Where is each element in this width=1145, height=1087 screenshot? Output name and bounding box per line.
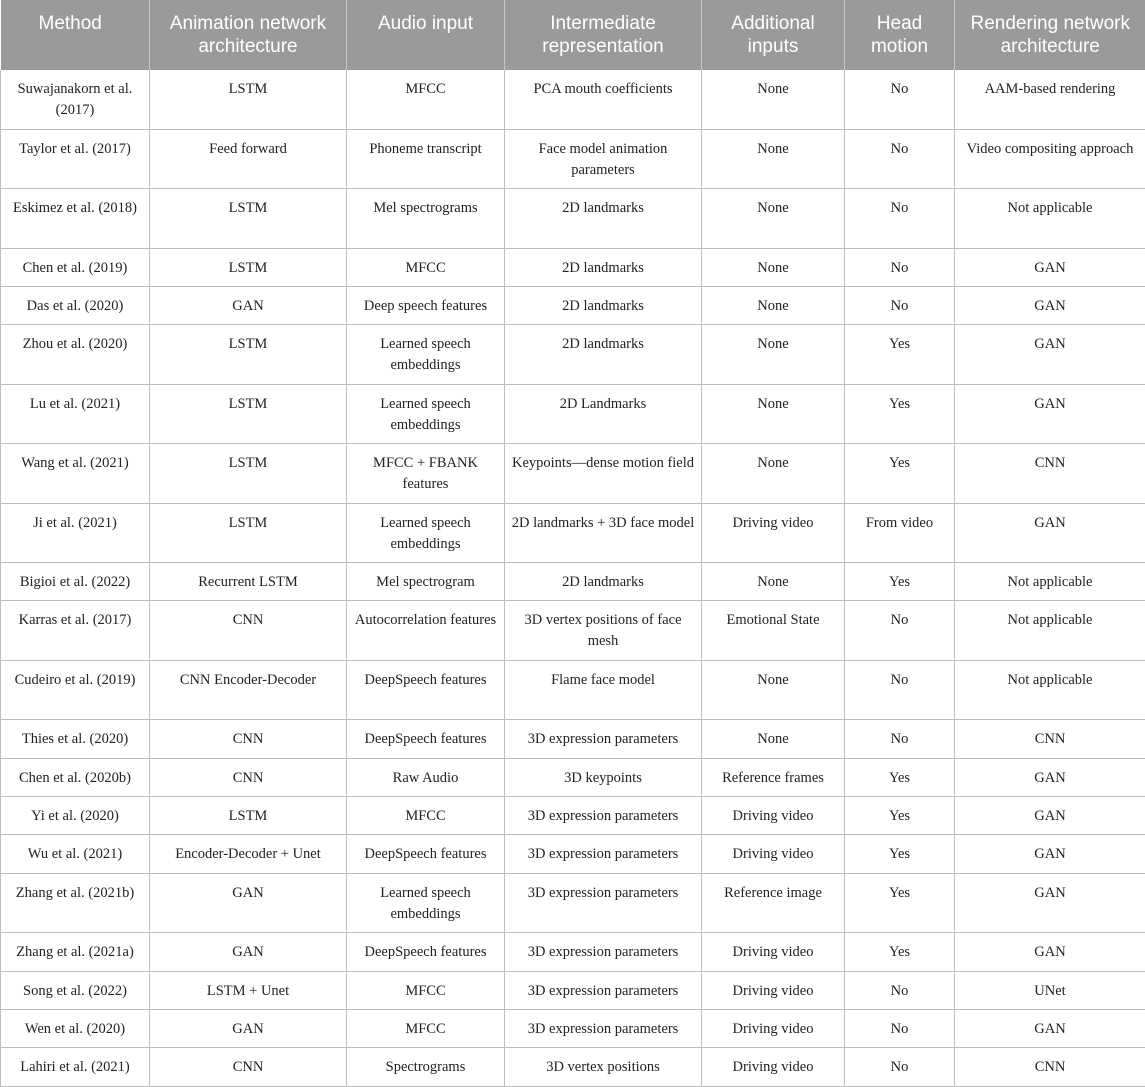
cell-intermediate-representation: 2D landmarks bbox=[505, 287, 702, 325]
cell-animation-network: GAN bbox=[150, 1009, 347, 1047]
table-row bbox=[1, 189, 1145, 248]
cell-audio-input: Learned speech embeddings bbox=[347, 873, 505, 932]
table-row bbox=[1, 444, 1145, 503]
cell-method: Chen et al. (2020b) bbox=[1, 758, 150, 796]
cell-head-motion: Yes bbox=[845, 758, 955, 796]
header-audio-input: Audio input bbox=[347, 0, 505, 70]
cell-audio-input: Deep speech features bbox=[347, 287, 505, 325]
table-row bbox=[1, 758, 1145, 796]
cell-intermediate-representation: 3D expression parameters bbox=[505, 933, 702, 971]
cell-audio-input: Spectrograms bbox=[347, 1048, 505, 1086]
cell-head-motion: No bbox=[845, 129, 955, 188]
cell-method: Thies et al. (2020) bbox=[1, 720, 150, 758]
cell-rendering-network: GAN bbox=[955, 384, 1145, 443]
cell-rendering-network: GAN bbox=[955, 248, 1145, 286]
table-row bbox=[1, 1048, 1145, 1086]
cell-animation-network: Recurrent LSTM bbox=[150, 563, 347, 601]
cell-additional-inputs: None bbox=[702, 248, 845, 286]
cell-rendering-network: GAN bbox=[955, 503, 1145, 562]
cell-intermediate-representation: Keypoints—dense motion field bbox=[505, 444, 702, 503]
cell-intermediate-representation: 2D landmarks + 3D face model bbox=[505, 503, 702, 562]
table-row bbox=[1, 835, 1145, 873]
cell-additional-inputs: Driving video bbox=[702, 503, 845, 562]
cell-intermediate-representation: 3D expression parameters bbox=[505, 720, 702, 758]
table-row bbox=[1, 70, 1145, 129]
table-row bbox=[1, 384, 1145, 443]
cell-additional-inputs: Driving video bbox=[702, 1048, 845, 1086]
cell-audio-input: DeepSpeech features bbox=[347, 660, 505, 719]
cell-intermediate-representation: 3D keypoints bbox=[505, 758, 702, 796]
cell-head-motion: No bbox=[845, 189, 955, 248]
cell-method: Cudeiro et al. (2019) bbox=[1, 660, 150, 719]
cell-audio-input: Raw Audio bbox=[347, 758, 505, 796]
cell-audio-input: DeepSpeech features bbox=[347, 933, 505, 971]
cell-intermediate-representation: 3D expression parameters bbox=[505, 971, 702, 1009]
cell-rendering-network: GAN bbox=[955, 1009, 1145, 1047]
table-row bbox=[1, 563, 1145, 601]
cell-rendering-network: GAN bbox=[955, 835, 1145, 873]
cell-intermediate-representation: 2D landmarks bbox=[505, 248, 702, 286]
cell-additional-inputs: Reference frames bbox=[702, 758, 845, 796]
table-row bbox=[1, 796, 1145, 834]
cell-intermediate-representation: 2D Landmarks bbox=[505, 384, 702, 443]
cell-intermediate-representation: 2D landmarks bbox=[505, 563, 702, 601]
header-head-motion: Head motion bbox=[845, 0, 955, 70]
header-animation-network: Animation network architecture bbox=[150, 0, 347, 70]
cell-rendering-network: CNN bbox=[955, 720, 1145, 758]
cell-animation-network: LSTM bbox=[150, 325, 347, 384]
cell-rendering-network: GAN bbox=[955, 287, 1145, 325]
cell-audio-input: Learned speech embeddings bbox=[347, 325, 505, 384]
cell-audio-input: Learned speech embeddings bbox=[347, 503, 505, 562]
header-rendering-network: Rendering network architecture bbox=[955, 0, 1145, 70]
cell-rendering-network: UNet bbox=[955, 971, 1145, 1009]
cell-intermediate-representation: 3D vertex positions bbox=[505, 1048, 702, 1086]
cell-method: Song et al. (2022) bbox=[1, 971, 150, 1009]
cell-head-motion: Yes bbox=[845, 796, 955, 834]
cell-additional-inputs: None bbox=[702, 563, 845, 601]
cell-additional-inputs: None bbox=[702, 444, 845, 503]
table-row bbox=[1, 873, 1145, 932]
cell-method: Wang et al. (2021) bbox=[1, 444, 150, 503]
cell-audio-input: DeepSpeech features bbox=[347, 720, 505, 758]
cell-animation-network: LSTM bbox=[150, 189, 347, 248]
table-row bbox=[1, 1009, 1145, 1047]
cell-additional-inputs: Driving video bbox=[702, 971, 845, 1009]
cell-additional-inputs: Driving video bbox=[702, 796, 845, 834]
cell-additional-inputs: None bbox=[702, 660, 845, 719]
cell-audio-input: MFCC bbox=[347, 248, 505, 286]
cell-method: Zhang et al. (2021a) bbox=[1, 933, 150, 971]
table-row bbox=[1, 325, 1145, 384]
table-row bbox=[1, 601, 1145, 660]
cell-animation-network: LSTM bbox=[150, 248, 347, 286]
cell-rendering-network: AAM-based rendering bbox=[955, 70, 1145, 129]
cell-animation-network: CNN Encoder-Decoder bbox=[150, 660, 347, 719]
cell-rendering-network: GAN bbox=[955, 758, 1145, 796]
cell-method: Karras et al. (2017) bbox=[1, 601, 150, 660]
cell-intermediate-representation: Flame face model bbox=[505, 660, 702, 719]
cell-rendering-network: GAN bbox=[955, 325, 1145, 384]
cell-method: Chen et al. (2019) bbox=[1, 248, 150, 286]
cell-head-motion: Yes bbox=[845, 933, 955, 971]
cell-method: Bigioi et al. (2022) bbox=[1, 563, 150, 601]
cell-audio-input: MFCC bbox=[347, 1009, 505, 1047]
cell-head-motion: No bbox=[845, 660, 955, 719]
cell-rendering-network: Not applicable bbox=[955, 189, 1145, 248]
cell-audio-input: Phoneme transcript bbox=[347, 129, 505, 188]
cell-head-motion: From video bbox=[845, 503, 955, 562]
table-row bbox=[1, 660, 1145, 719]
cell-audio-input: MFCC bbox=[347, 70, 505, 129]
cell-head-motion: No bbox=[845, 248, 955, 286]
cell-animation-network: CNN bbox=[150, 601, 347, 660]
cell-animation-network: GAN bbox=[150, 873, 347, 932]
cell-method: Yi et al. (2020) bbox=[1, 796, 150, 834]
cell-method: Zhou et al. (2020) bbox=[1, 325, 150, 384]
header-row bbox=[1, 0, 1145, 70]
cell-head-motion: No bbox=[845, 287, 955, 325]
cell-audio-input: Learned speech embeddings bbox=[347, 384, 505, 443]
table-header bbox=[1, 0, 1145, 70]
cell-intermediate-representation: 3D expression parameters bbox=[505, 873, 702, 932]
cell-method: Eskimez et al. (2018) bbox=[1, 189, 150, 248]
cell-animation-network: LSTM bbox=[150, 503, 347, 562]
table-row bbox=[1, 503, 1145, 562]
cell-head-motion: Yes bbox=[845, 384, 955, 443]
cell-additional-inputs: Driving video bbox=[702, 835, 845, 873]
table-row bbox=[1, 248, 1145, 286]
cell-animation-network: GAN bbox=[150, 933, 347, 971]
cell-method: Wen et al. (2020) bbox=[1, 1009, 150, 1047]
cell-animation-network: Feed forward bbox=[150, 129, 347, 188]
cell-head-motion: No bbox=[845, 971, 955, 1009]
cell-method: Ji et al. (2021) bbox=[1, 503, 150, 562]
cell-rendering-network: Video compositing approach bbox=[955, 129, 1145, 188]
cell-head-motion: No bbox=[845, 720, 955, 758]
cell-intermediate-representation: 2D landmarks bbox=[505, 189, 702, 248]
cell-head-motion: Yes bbox=[845, 444, 955, 503]
header-method: Method bbox=[1, 0, 150, 70]
cell-method: Zhang et al. (2021b) bbox=[1, 873, 150, 932]
cell-rendering-network: CNN bbox=[955, 444, 1145, 503]
cell-head-motion: No bbox=[845, 601, 955, 660]
table-row bbox=[1, 129, 1145, 188]
cell-additional-inputs: Driving video bbox=[702, 933, 845, 971]
cell-rendering-network: Not applicable bbox=[955, 660, 1145, 719]
cell-audio-input: MFCC + FBANK features bbox=[347, 444, 505, 503]
cell-additional-inputs: None bbox=[702, 189, 845, 248]
cell-animation-network: GAN bbox=[150, 287, 347, 325]
cell-intermediate-representation: 3D expression parameters bbox=[505, 1009, 702, 1047]
cell-intermediate-representation: 3D expression parameters bbox=[505, 796, 702, 834]
cell-intermediate-representation: 3D vertex positions of face mesh bbox=[505, 601, 702, 660]
cell-additional-inputs: None bbox=[702, 384, 845, 443]
cell-additional-inputs: Driving video bbox=[702, 1009, 845, 1047]
cell-rendering-network: Not applicable bbox=[955, 563, 1145, 601]
cell-intermediate-representation: 2D landmarks bbox=[505, 325, 702, 384]
cell-additional-inputs: None bbox=[702, 287, 845, 325]
cell-additional-inputs: None bbox=[702, 129, 845, 188]
cell-audio-input: MFCC bbox=[347, 796, 505, 834]
cell-method: Taylor et al. (2017) bbox=[1, 129, 150, 188]
cell-animation-network: LSTM bbox=[150, 796, 347, 834]
cell-rendering-network: Not applicable bbox=[955, 601, 1145, 660]
cell-head-motion: Yes bbox=[845, 325, 955, 384]
cell-additional-inputs: None bbox=[702, 325, 845, 384]
cell-additional-inputs: None bbox=[702, 70, 845, 129]
table-row bbox=[1, 720, 1145, 758]
cell-animation-network: CNN bbox=[150, 1048, 347, 1086]
cell-additional-inputs: Reference image bbox=[702, 873, 845, 932]
cell-intermediate-representation: 3D expression parameters bbox=[505, 835, 702, 873]
cell-intermediate-representation: PCA mouth coefficients bbox=[505, 70, 702, 129]
cell-audio-input: Mel spectrograms bbox=[347, 189, 505, 248]
table-body bbox=[1, 70, 1145, 1086]
cell-head-motion: Yes bbox=[845, 835, 955, 873]
cell-animation-network: Encoder-Decoder + Unet bbox=[150, 835, 347, 873]
cell-rendering-network: GAN bbox=[955, 933, 1145, 971]
cell-head-motion: No bbox=[845, 70, 955, 129]
cell-audio-input: MFCC bbox=[347, 971, 505, 1009]
cell-method: Das et al. (2020) bbox=[1, 287, 150, 325]
cell-method: Lu et al. (2021) bbox=[1, 384, 150, 443]
cell-method: Lahiri et al. (2021) bbox=[1, 1048, 150, 1086]
cell-animation-network: CNN bbox=[150, 758, 347, 796]
cell-head-motion: Yes bbox=[845, 873, 955, 932]
cell-rendering-network: CNN bbox=[955, 1048, 1145, 1086]
cell-animation-network: LSTM bbox=[150, 444, 347, 503]
cell-head-motion: No bbox=[845, 1009, 955, 1047]
cell-rendering-network: GAN bbox=[955, 873, 1145, 932]
cell-animation-network: CNN bbox=[150, 720, 347, 758]
table-row bbox=[1, 971, 1145, 1009]
cell-animation-network: LSTM bbox=[150, 384, 347, 443]
table-row bbox=[1, 287, 1145, 325]
cell-method: Suwajanakorn et al. (2017) bbox=[1, 70, 150, 129]
cell-head-motion: Yes bbox=[845, 563, 955, 601]
cell-additional-inputs: Emotional State bbox=[702, 601, 845, 660]
cell-audio-input: Mel spectrogram bbox=[347, 563, 505, 601]
cell-audio-input: DeepSpeech features bbox=[347, 835, 505, 873]
cell-additional-inputs: None bbox=[702, 720, 845, 758]
cell-intermediate-representation: Face model animation parameters bbox=[505, 129, 702, 188]
header-intermediate-representation: Intermediate representation bbox=[505, 0, 702, 70]
cell-method: Wu et al. (2021) bbox=[1, 835, 150, 873]
cell-audio-input: Autocorrelation features bbox=[347, 601, 505, 660]
header-additional-inputs: Additional inputs bbox=[702, 0, 845, 70]
cell-animation-network: LSTM bbox=[150, 70, 347, 129]
cell-rendering-network: GAN bbox=[955, 796, 1145, 834]
cell-animation-network: LSTM + Unet bbox=[150, 971, 347, 1009]
table-row bbox=[1, 933, 1145, 971]
cell-head-motion: No bbox=[845, 1048, 955, 1086]
